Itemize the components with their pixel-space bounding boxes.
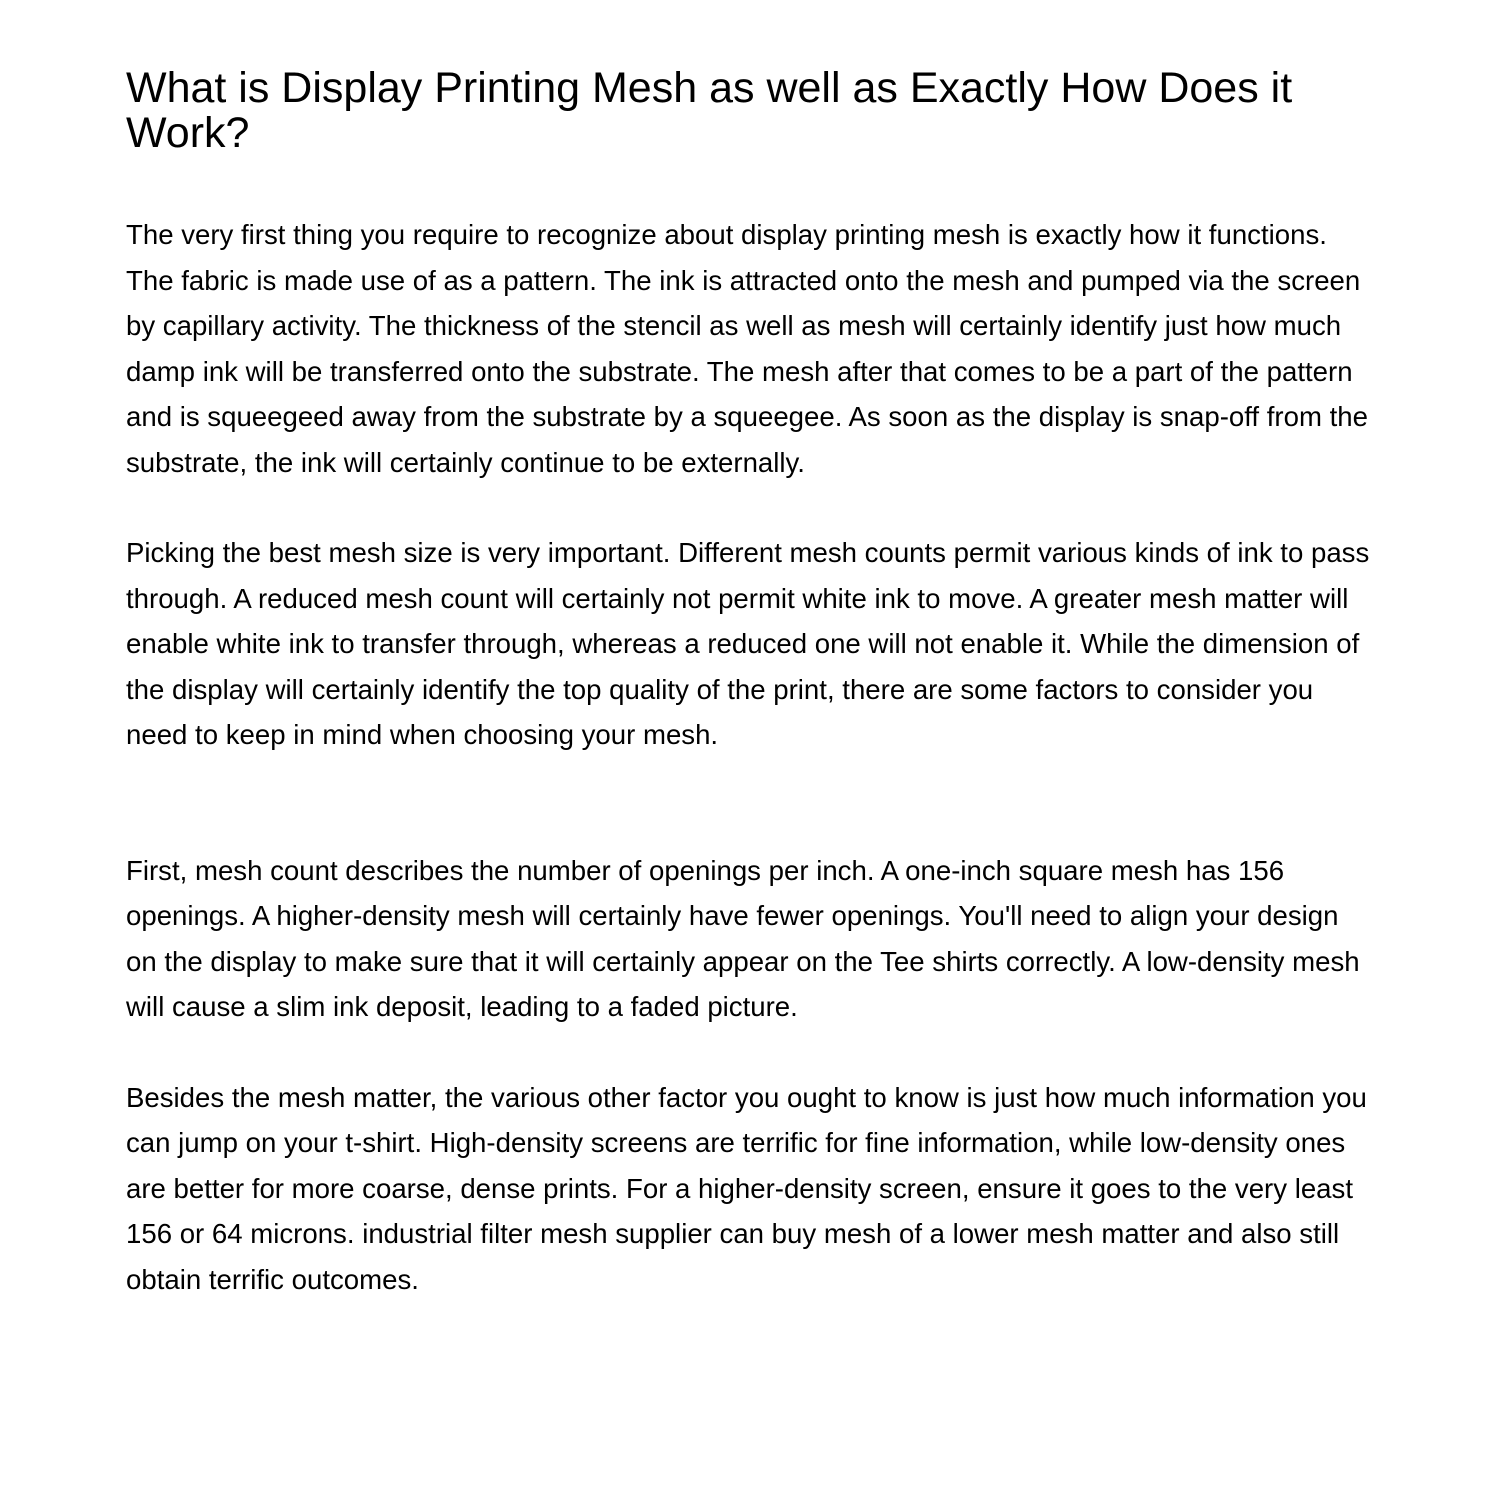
paragraph-3: First, mesh count describes the number of openings per inch. A one-inch square mesh has 156 openings. A higher-density mesh will certainly have fewer openings. You'll need to align your design on the display to make sure that it will certainly appear on the Tee shirts correctly. A low-density mesh will cause a slim ink deposit, leading to a faded picture. [126,854,1360,1022]
paragraph-1: The very first thing you require to recognize about display printing mesh is exactly how it functions. The fabric is made use of as a pattern. The ink is attracted onto the mesh and pumped via the screen by capillary activity. The thickness of the stencil as well as mesh will certainly identify just how much damp ink will be transferred onto the substrate. The mesh after that comes to be a part of the pattern and is squeegeed away from the substrate by a squeegee. As soon as the display is snap-off from the substrate, the ink will certainly continue to be externally. [126,219,1368,478]
paragraph-4: Besides the mesh matter, the various other factor you ought to know is just how much information you can jump on your t-shirt. High-density screens are terrific for fine information, while low-density ones are better for more coarse, dense prints. For a higher-density screen, ensure it goes to the very least 156 or 64 microns. industrial filter mesh supplier can buy mesh of a lower mesh matter and also still obtain terrific outcomes. [126,1081,1367,1295]
page-title: What is Display Printing Mesh as well as Exactly How Does it Work? [126,64,1293,157]
paragraph-2: Picking the best mesh size is very important. Different mesh counts permit various kinds of ink to pass through. A reduced mesh count will certainly not permit white ink to move. A greater mesh matter will enable white ink to transfer through, whereas a reduced one will not enable it. While the dimension of the display will certainly identify the top quality of the print, there are some factors to consider you need to keep in mind when choosing your mesh. [126,537,1370,750]
document-page [126,66,1376,1302]
